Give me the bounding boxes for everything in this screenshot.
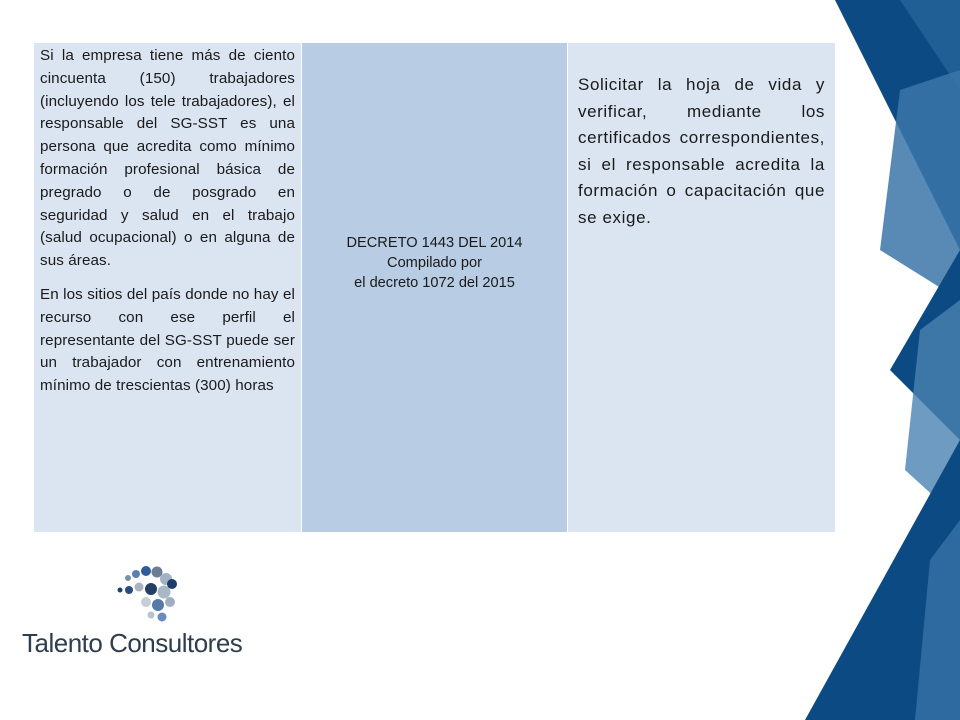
- legal-basis-cell: [301, 43, 568, 532]
- company-logo: [14, 538, 270, 708]
- requirement-paragraph-1: Si la empresa tiene más de ciento cincuenta (150) trabajadores (incluyendo los tele trabajadores), el responsable del SG-SST es una persona que acredita como mínimo formación profesional básica de pregrado o de posgrado en seguridad y salud en el trabajo (salud ocupacional) o en alguna de sus áreas.: [40, 47, 295, 270]
- requirement-cell: [34, 43, 301, 532]
- legal-basis-line-2: Compilado por: [387, 254, 482, 271]
- legal-basis-line-3: el decreto 1072 del 2015: [354, 274, 515, 291]
- requirements-table: [34, 43, 835, 532]
- logo-name: Talento Consultores: [22, 628, 243, 658]
- legal-basis-text: [346, 233, 522, 293]
- logo-dots-icon: [106, 560, 196, 630]
- verification-cell: [568, 43, 835, 532]
- requirement-paragraph-2: En los sitios del país donde no hay el recurso con ese perfil el representante del SG-SST puede ser un trabajador con entrenamiento mínimo de trescientas (300) horas: [40, 285, 295, 395]
- verification-text: Solicitar la hoja de vida y verificar, mediante los certificados correspondientes, si el responsable acredita la formación o capacitación que se exige.: [578, 75, 825, 227]
- legal-basis-line-1: DECRETO 1443 DEL 2014: [346, 234, 523, 251]
